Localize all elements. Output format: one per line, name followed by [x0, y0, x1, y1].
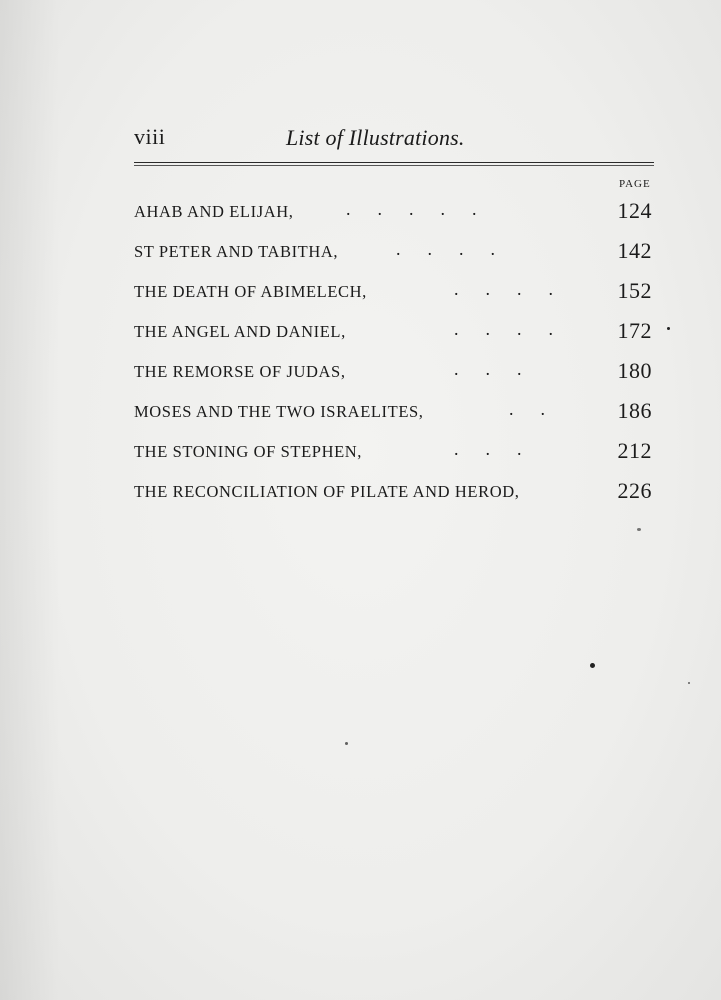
list-item: [134, 356, 654, 396]
entry-page-number: 226: [617, 478, 652, 503]
list-item: [134, 396, 654, 436]
list-item: [134, 476, 654, 516]
entry-title: AHAB AND ELIJAH,: [134, 202, 294, 221]
ink-speck: [345, 742, 348, 745]
dot-leader: . . . .: [454, 319, 553, 339]
ink-speck: [667, 327, 670, 330]
running-title: List of Illustrations.: [286, 125, 465, 150]
entry-title: THE REMORSE OF JUDAS,: [134, 362, 346, 381]
ink-speck: [590, 663, 595, 668]
illustrations-list: [134, 196, 654, 516]
header-rule-thin: [134, 165, 654, 166]
ink-speck: [637, 528, 641, 531]
folio-number: viii: [134, 124, 166, 149]
dot-leader: . . .: [454, 439, 522, 459]
list-item: [134, 196, 654, 236]
entry-page-number: 212: [617, 438, 652, 463]
entry-page-number: 124: [617, 198, 652, 223]
entry-page-number: 142: [617, 238, 652, 263]
list-item: [134, 436, 654, 476]
dot-leader: . .: [509, 399, 545, 419]
dot-leader: . . . .: [454, 279, 553, 299]
entry-page-number: 186: [617, 398, 652, 423]
header-rule: [134, 162, 654, 163]
dot-leader: . . . .: [396, 239, 495, 259]
entry-title: ST PETER AND TABITHA,: [134, 242, 339, 261]
entry-title: THE STONING OF STEPHEN,: [134, 442, 363, 461]
ink-speck: [688, 682, 690, 684]
dot-leader: . . . . .: [346, 199, 477, 219]
entry-page-number: 180: [617, 358, 652, 383]
dot-leader: . . .: [454, 359, 522, 379]
entry-page-number: 172: [617, 318, 652, 343]
entry-title: THE RECONCILIATION OF PILATE AND HEROD,: [134, 482, 520, 501]
list-item: [134, 236, 654, 276]
entry-title: THE ANGEL AND DANIEL,: [134, 322, 346, 341]
page-edge-shadow: [0, 0, 60, 1000]
entry-title: MOSES AND THE TWO ISRAELITES,: [134, 402, 424, 421]
entry-page-number: 152: [617, 278, 652, 303]
page-column-heading: PAGE: [619, 178, 651, 190]
list-item: [134, 316, 654, 356]
running-header: [134, 124, 654, 160]
entry-title: THE DEATH OF ABIMELECH,: [134, 282, 367, 301]
list-item: [134, 276, 654, 316]
